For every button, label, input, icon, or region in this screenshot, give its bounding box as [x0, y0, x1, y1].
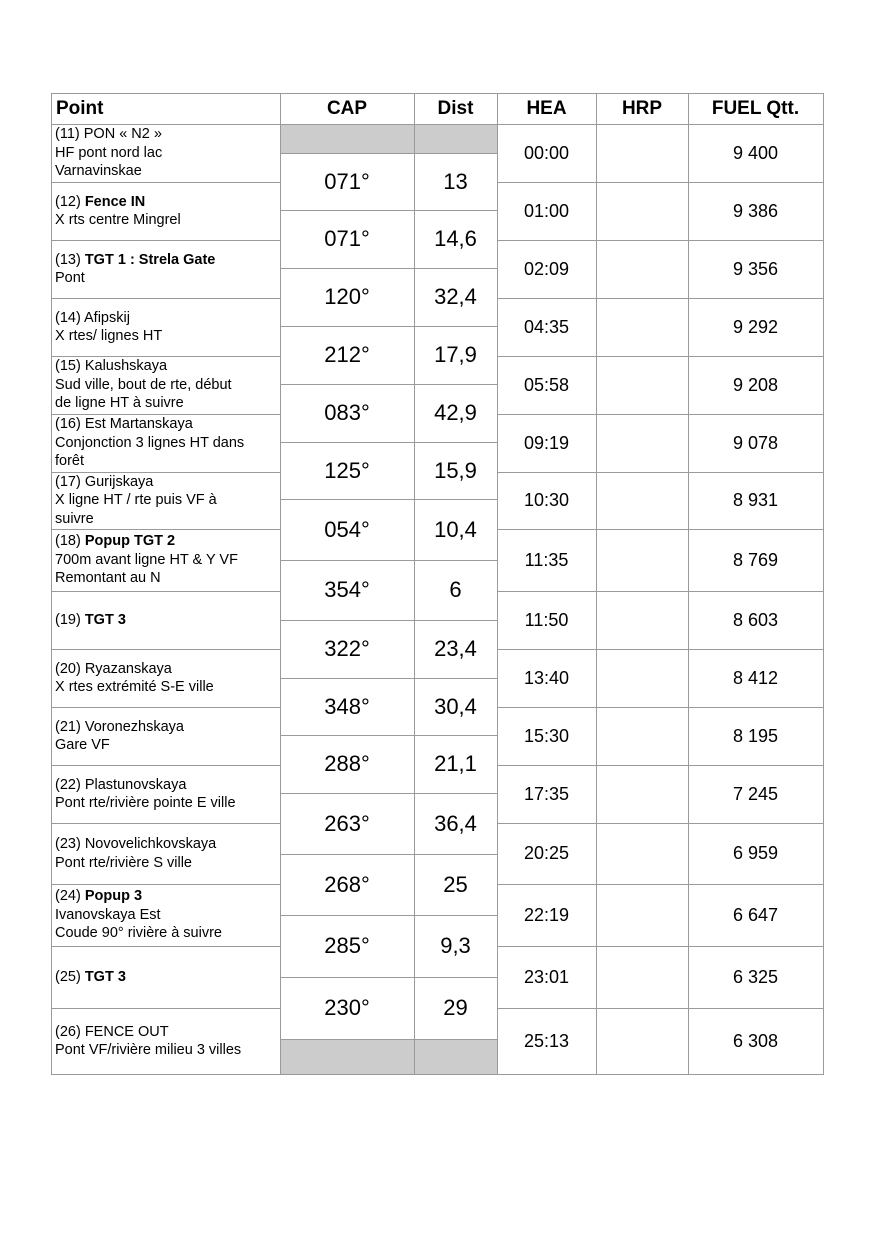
hrp-cell	[596, 240, 688, 298]
header-cap: CAP	[326, 97, 368, 119]
waypoint-description: Sud ville, bout de rte, début	[55, 376, 232, 393]
header-dist: Dist	[437, 97, 474, 119]
cap-cell: 125°	[324, 457, 370, 483]
hrp-cell	[596, 591, 688, 649]
cap-cell: 288°	[324, 751, 370, 776]
waypoint-title: (26) FENCE OUT	[55, 1023, 169, 1040]
waypoint-title: (18) Popup TGT 2	[55, 533, 176, 550]
hrp-cell	[596, 765, 688, 823]
waypoint-description: Pont VF/rivière milieu 3 villes	[55, 1042, 242, 1058]
hrp-cell	[596, 707, 688, 765]
waypoint-title: (16) Est Martanskaya	[55, 416, 193, 433]
waypoint-cell	[51, 707, 280, 765]
fuel-cell: 8 195	[732, 725, 779, 746]
waypoint-description: Pont	[55, 270, 85, 286]
waypoint-title: (21) Voronezhskaya	[55, 718, 184, 735]
waypoint-title: (11) PON « N2 »	[55, 126, 162, 143]
cap-cell: 268°	[324, 871, 370, 897]
cap-cell: 348°	[324, 693, 370, 719]
hrp-cell	[596, 529, 688, 591]
waypoint-title: (23) Novovelichkovskaya	[55, 836, 217, 852]
fuel-cell: 9 356	[732, 258, 779, 279]
dist-cell: 23,4	[434, 636, 477, 661]
dist-cell: 10,4	[434, 516, 477, 542]
hrp-cell	[596, 124, 688, 182]
dist-cell: 9,3	[440, 933, 471, 958]
fuel-cell: 9 386	[732, 200, 779, 221]
header-hea: HEA	[526, 97, 567, 119]
cap-cell: 054°	[324, 516, 370, 542]
header-point: Point	[56, 97, 104, 119]
hrp-cell	[596, 884, 688, 946]
waypoint-cell	[51, 182, 280, 240]
header-hrp: HRP	[621, 97, 663, 119]
cap-cell: 071°	[324, 226, 370, 251]
waypoint-description: Pont rte/rivière S ville	[55, 854, 192, 871]
cap-cell: 322°	[324, 636, 370, 661]
shaded-empty-cell	[280, 124, 497, 153]
waypoint-title: (14) Afipskij	[55, 309, 130, 326]
dist-cell: 14,6	[434, 226, 477, 251]
waypoint-cell	[51, 765, 280, 823]
cap-cell: 263°	[324, 810, 370, 836]
waypoint-title: (13) TGT 1 : Strela Gate	[55, 251, 216, 268]
dist-cell: 13	[443, 168, 468, 194]
waypoint-description: X rtes extrémité S-E ville	[55, 679, 214, 695]
hea-cell: 05:58	[523, 374, 570, 395]
dist-cell: 15,9	[434, 457, 477, 483]
waypoint-cell	[51, 414, 280, 472]
hea-cell: 00:00	[523, 142, 570, 163]
waypoint-description: X ligne HT / rte puis VF à	[55, 492, 217, 509]
fuel-cell: 8 769	[732, 549, 779, 570]
fuel-cell: 8 931	[732, 490, 779, 510]
waypoint-cell	[51, 649, 280, 707]
dist-cell: 36,4	[434, 810, 477, 836]
waypoint-description: HF pont nord lac	[55, 144, 163, 161]
waypoint-description: Varnavinskae	[55, 163, 142, 180]
waypoint-cell	[51, 884, 280, 946]
waypoint-title: (22) Plastunovskaya	[55, 776, 187, 793]
hrp-cell	[596, 823, 688, 884]
hea-cell: 20:25	[523, 843, 570, 863]
dist-cell: 32,4	[434, 284, 477, 309]
waypoint-description: 700m avant ligne HT & Y VF	[55, 551, 238, 568]
dist-cell: 6	[449, 577, 462, 602]
dist-cell: 30,4	[434, 693, 477, 719]
fuel-cell: 6 647	[732, 904, 779, 925]
hea-cell: 11:50	[524, 609, 569, 630]
waypoint-description: X rts centre Mingrel	[55, 212, 181, 228]
cap-cell: 354°	[324, 577, 370, 602]
fuel-cell: 8 603	[732, 609, 779, 630]
cap-cell: 230°	[324, 995, 370, 1020]
hrp-cell	[596, 182, 688, 240]
hea-cell: 02:09	[523, 258, 570, 279]
waypoint-cell	[51, 124, 280, 182]
fuel-cell: 8 412	[732, 667, 779, 688]
dist-cell: 42,9	[434, 400, 477, 425]
hea-cell: 11:35	[524, 549, 569, 570]
hrp-cell	[596, 298, 688, 356]
cap-cell: 071°	[324, 168, 370, 194]
hrp-cell	[596, 1008, 688, 1074]
hrp-cell	[596, 649, 688, 707]
hrp-cell	[596, 946, 688, 1008]
hea-cell: 10:30	[523, 490, 570, 510]
cap-cell: 212°	[324, 342, 370, 367]
waypoint-cell	[51, 823, 280, 884]
grid-line	[280, 1039, 497, 1040]
cap-cell: 285°	[324, 933, 370, 958]
waypoint-title: (17) Gurijskaya	[55, 473, 154, 490]
waypoint-cell	[51, 591, 280, 649]
waypoint-description: de ligne HT à suivre	[55, 395, 184, 412]
waypoint-title: (20) Ryazanskaya	[55, 660, 172, 677]
hea-cell: 15:30	[523, 725, 570, 746]
waypoint-title: (25) TGT 3	[55, 968, 126, 985]
waypoint-description: X rtes/ lignes HT	[55, 328, 163, 344]
dist-cell: 21,1	[434, 751, 477, 776]
waypoint-description: Conjonction 3 lignes HT dans	[55, 434, 245, 451]
cap-cell: 120°	[324, 284, 370, 309]
waypoint-cell	[51, 1008, 280, 1074]
fuel-cell: 9 400	[732, 142, 779, 163]
waypoint-description: Gare VF	[55, 737, 110, 753]
waypoint-description: Pont rte/rivière pointe E ville	[55, 795, 236, 811]
waypoint-description: suivre	[55, 510, 94, 527]
hea-cell: 17:35	[523, 783, 570, 804]
fuel-cell: 9 208	[732, 374, 779, 395]
fuel-cell: 9 078	[732, 432, 779, 453]
grid-line	[51, 1074, 823, 1075]
fuel-cell: 9 292	[732, 316, 779, 337]
waypoint-title: (19) TGT 3	[55, 611, 126, 628]
waypoint-cell	[51, 946, 280, 1008]
navigation-log-table	[51, 93, 823, 1075]
hea-cell: 04:35	[523, 316, 570, 337]
cap-cell: 083°	[324, 400, 370, 425]
dist-cell: 29	[443, 995, 468, 1020]
fuel-cell: 6 308	[732, 1030, 779, 1051]
hrp-cell	[596, 356, 688, 414]
hea-cell: 01:00	[523, 200, 570, 221]
waypoint-title: (24) Popup 3	[55, 888, 143, 905]
fuel-cell: 6 959	[732, 843, 779, 863]
header-fuel: FUEL Qtt.	[711, 97, 800, 119]
waypoint-cell	[51, 356, 280, 414]
waypoint-title: (15) Kalushskaya	[55, 358, 168, 375]
waypoint-title: (12) Fence IN	[55, 193, 146, 210]
waypoint-description: Ivanovskaya Est	[55, 906, 161, 923]
dist-cell: 25	[443, 871, 468, 897]
hrp-cell	[596, 414, 688, 472]
waypoint-cell	[51, 298, 280, 356]
waypoint-cell	[51, 529, 280, 591]
dist-cell: 17,9	[434, 342, 477, 367]
hea-cell: 25:13	[523, 1030, 570, 1051]
hea-cell: 22:19	[523, 904, 570, 925]
hrp-cell	[596, 472, 688, 529]
hea-cell: 23:01	[523, 966, 570, 987]
hea-cell: 13:40	[523, 667, 570, 688]
waypoint-description: Coude 90° rivière à suivre	[55, 925, 222, 942]
fuel-cell: 6 325	[732, 966, 779, 987]
fuel-cell: 7 245	[732, 783, 779, 804]
waypoint-cell	[51, 240, 280, 298]
waypoint-description: forêt	[55, 453, 85, 470]
waypoint-description: Remontant au N	[55, 570, 161, 587]
hea-cell: 09:19	[523, 432, 570, 453]
shaded-empty-cell	[280, 1039, 497, 1074]
waypoint-cell	[51, 472, 280, 529]
grid-line	[823, 93, 824, 1075]
